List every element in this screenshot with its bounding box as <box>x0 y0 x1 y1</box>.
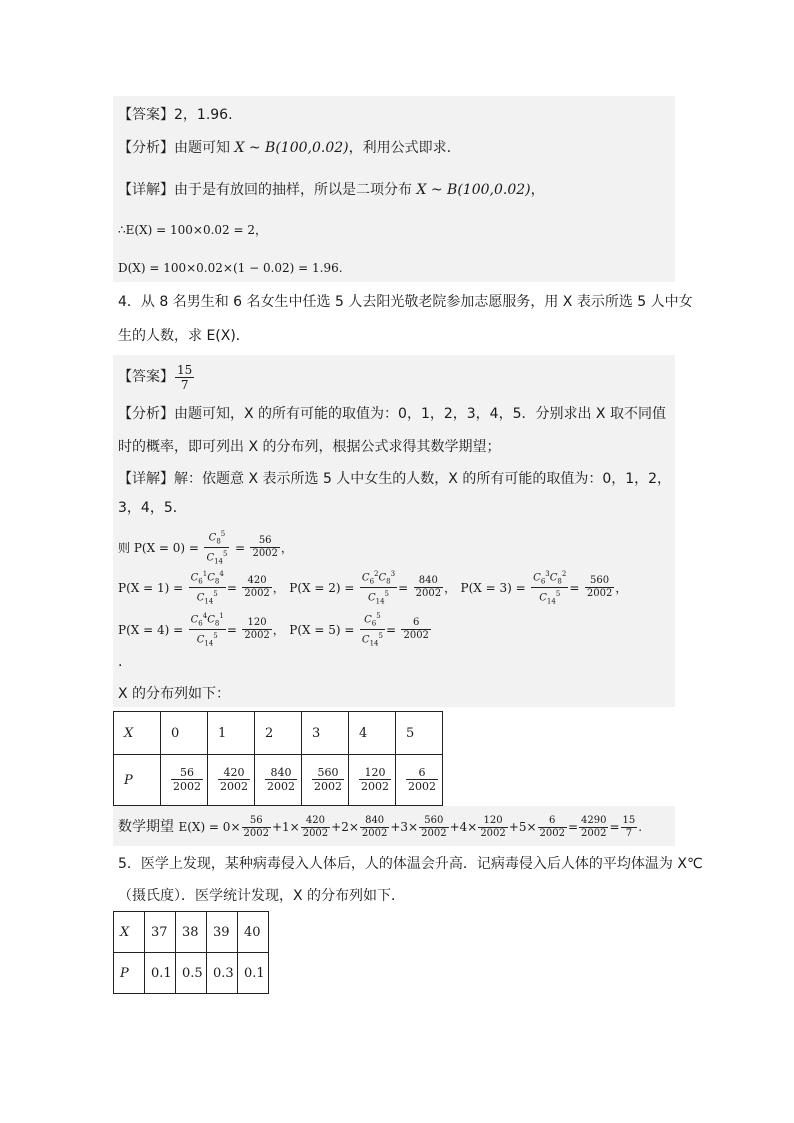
exp-term-0 <box>242 815 271 840</box>
distribution-table-2 <box>113 911 269 994</box>
table-cell: 2 <box>255 712 302 755</box>
table-cell: 0 <box>161 712 208 755</box>
prob-3-den: 2002 <box>586 588 613 600</box>
analysis-tag-2: 【分析】 <box>118 406 174 422</box>
question-5-line-2: （摄氏度）．医学统计发现，X 的分布列如下． <box>118 888 406 904</box>
answer-tag: 【答案】 <box>118 107 174 123</box>
analysis-text: 由题可知 <box>174 140 230 156</box>
table-cell: 40 <box>238 912 269 953</box>
prob-0-fraction <box>250 535 279 560</box>
prob-1-den: 2002 <box>244 588 270 600</box>
detail-text-2a: 解：依题意 X 表示所选 5 人中女生的人数，X 的所有可能的取值为：0，1，2， <box>174 471 672 487</box>
comb-fraction-3: $\frac{C_6^3C_8^2}{C_{14}^5}$ <box>533 570 567 606</box>
prob-4-label: P(X = 4) <box>118 622 170 637</box>
exp-den: 2002 <box>539 827 565 839</box>
prob-5-label: P(X = 5) <box>289 622 341 637</box>
cell-den: 2002 <box>220 780 248 793</box>
answer-line-2 <box>118 362 195 392</box>
answer-text: 2，1.96. <box>174 107 233 123</box>
question-4-line-1: 4．从 8 名男生和 6 名女生中任选 5 人去阳光敬老院参加志愿服务，用 X 表示所选 5 人中女 <box>118 294 693 310</box>
prob-line-1-3: P(X = 1) = $\frac{C_6^1C_8^4}{C_{14}^5}$ = $\frac{420}{2002}$ ， P(X = 2) = $\frac{C_6^2C_8^3}{C_{14}^5}$ = $\frac{840}{2002}$ ， P(X = 3) = $\frac{C_6^3C_8^2}{C_{14}^5}$ = $\frac{560}{2002}$ ， <box>118 570 628 606</box>
prob-4-num: 120 <box>242 617 271 630</box>
distribution-intro: X 的分布列如下： <box>118 686 231 702</box>
exp-den: 2002 <box>480 827 506 839</box>
exp-final <box>621 815 638 840</box>
exp-term-3 <box>419 815 448 840</box>
detail-line-2b: 3，4，5． <box>118 500 187 516</box>
expectation-lhs: E(X) = 0× <box>178 820 241 834</box>
table-row-p <box>114 953 269 994</box>
table-cell <box>396 755 443 806</box>
cell-num: 420 <box>218 766 250 780</box>
cell-den: 2002 <box>267 780 295 793</box>
table-cell: 0.1 <box>145 953 176 994</box>
prob-2-den: 2002 <box>415 588 442 600</box>
cell-num: 560 <box>312 766 344 780</box>
expectation-prefix: 数学期望 <box>118 819 174 835</box>
exp-final-num: 15 <box>622 814 636 826</box>
exp-num: 120 <box>478 815 507 828</box>
exp-num: 6 <box>538 815 567 828</box>
table-cell: 5 <box>396 712 443 755</box>
prob-line-0: 则 P(X = 0) = $\frac{C_8^5}{C_{14}^5}$ = $\frac{56}{2002}$ ， <box>118 530 293 566</box>
table-cell: 37 <box>145 912 176 953</box>
comb-fraction-5: $\frac{C_6^5}{C_{14}^5}$ <box>361 612 383 648</box>
expectation-formula-1: ∴E(X) = 100×0.02 = 2， <box>118 223 267 237</box>
prob-3-num: 560 <box>585 575 614 588</box>
exp-num: 840 <box>360 815 389 828</box>
detail-tag-2: 【详解】 <box>118 471 174 487</box>
exp-sum-den: 2002 <box>581 827 607 839</box>
table-cell <box>208 755 255 806</box>
detail-line-2a <box>118 469 671 489</box>
prob-0-num: 56 <box>250 535 279 548</box>
detail-comma: ， <box>530 182 545 198</box>
cell-num: 840 <box>265 766 297 780</box>
prob-0-den: 2002 <box>252 548 278 560</box>
prob-2-fraction <box>414 575 443 600</box>
exp-sum-num: 4290 <box>581 814 607 826</box>
answer-tag-2: 【答案】 <box>118 369 174 385</box>
detail-text: 由于是有放回的抽样，所以是二项分布 <box>174 182 412 198</box>
exp-den: 2002 <box>421 827 447 839</box>
prob-3-fraction <box>585 575 614 600</box>
comb-fraction-2: $\frac{C_6^2C_8^3}{C_{14}^5}$ <box>361 570 396 606</box>
detail-tag: 【详解】 <box>118 182 174 198</box>
prob-5-num: 6 <box>401 617 430 630</box>
cell-num: 56 <box>171 766 203 780</box>
cell-den: 2002 <box>408 780 436 793</box>
prob-4-fraction <box>242 617 271 642</box>
table-cell: 0.5 <box>176 953 207 994</box>
analysis-line-1 <box>118 138 451 158</box>
exp-num: 560 <box>419 815 448 828</box>
answer-fraction <box>175 363 194 392</box>
table-x-label: X <box>114 712 161 755</box>
cell-den: 2002 <box>361 780 389 793</box>
table-cell <box>255 755 302 806</box>
binomial-formula: X ~ B(100,0.02) <box>234 140 349 156</box>
exp-den: 2002 <box>302 827 329 839</box>
table-cell <box>349 755 396 806</box>
comb-fraction-1: $\frac{C_6^1C_8^4}{C_{14}^5}$ <box>190 570 224 606</box>
table-p-label: P <box>114 953 145 994</box>
expectation-line: 数学期望 E(X) = 0× $\frac{56}{2002}$ +1× $\frac{420}{2002}$ +2× $\frac{840}{2002}$ +3× $\frac{560}{2002}$ +4× $\frac{120}{2002}$ +5× $\frac{6}{2002}$ = $\frac{4290}{2002}$ = $\frac{15}{7}$ . <box>118 814 643 839</box>
exp-term-5 <box>538 815 567 840</box>
prob-2-label: P(X = 2) <box>289 580 341 595</box>
table-cell: 38 <box>176 912 207 953</box>
binomial-formula-detail: X ~ B(100,0.02) <box>416 182 531 198</box>
table-cell <box>302 755 349 806</box>
analysis-line-2a <box>118 404 666 424</box>
table-cell: 3 <box>302 712 349 755</box>
variance-formula-1: D(X) = 100×0.02×(1 − 0.02) = 1.96. <box>118 261 343 275</box>
table-p-label: P <box>114 755 161 806</box>
analysis-text-2a: 由题可知，X 的所有可能的取值为：0，1，2，3，4，5．分别求出 X 取不同值 <box>174 406 666 422</box>
answer-denominator: 7 <box>180 377 189 392</box>
cell-den: 2002 <box>173 780 201 793</box>
table-cell: 0.1 <box>238 953 269 994</box>
table-cell: 39 <box>207 912 238 953</box>
cell-num: 120 <box>359 766 391 780</box>
prob-1-fraction <box>242 575 271 600</box>
prob-1-label: P(X = 1) <box>118 580 170 595</box>
table-row-p <box>114 755 443 806</box>
exp-den: 2002 <box>243 827 269 839</box>
exp-num: 56 <box>242 815 271 828</box>
table-cell: 0.3 <box>207 953 238 994</box>
analysis-text-end: ，利用公式即求. <box>348 140 452 156</box>
prob-line-4-5: P(X = 4) = $\frac{C_6^4C_8^1}{C_{14}^5}$ = $\frac{120}{2002}$ ， P(X = 5) = $\frac{C_6^5}{C_{14}^5}$ = $\frac{6}{2002}$ <box>118 612 429 648</box>
prob-1-num: 420 <box>242 575 271 588</box>
prob-3-label: P(X = 3) <box>460 580 512 595</box>
table-row-x <box>114 712 443 755</box>
question-4-line-2: 生的人数，求 E(X)． <box>118 328 250 344</box>
comb-fraction-4: $\frac{C_6^4C_8^1}{C_{14}^5}$ <box>190 612 224 648</box>
table-cell <box>161 755 208 806</box>
exp-term-4 <box>478 815 507 840</box>
table-cell: 4 <box>349 712 396 755</box>
exp-num: 420 <box>301 815 330 828</box>
analysis-tag: 【分析】 <box>118 140 174 156</box>
prob-2-num: 840 <box>414 575 443 588</box>
table-row-x <box>114 912 269 953</box>
prob-5-den: 2002 <box>403 630 429 642</box>
analysis-line-2b: 时的概率，即可列出 X 的分布列，根据公式求得其数学期望； <box>118 439 501 455</box>
exp-den: 2002 <box>361 827 388 839</box>
prob-5-fraction <box>401 617 430 642</box>
question-5-line-1: 5．医学上发现，某种病毒侵入人体后，人的体温会升高．记病毒侵入后人体的平均体温为 X℃ <box>118 856 703 872</box>
cell-num: 6 <box>406 766 438 780</box>
exp-sum <box>579 815 608 840</box>
exp-term-1 <box>301 815 330 840</box>
distribution-table-1 <box>113 711 443 806</box>
cell-den: 2002 <box>314 780 342 793</box>
answer-line-1 <box>118 105 233 125</box>
answer-numerator: 15 <box>177 362 193 377</box>
prob-4-den: 2002 <box>244 630 270 642</box>
table-cell: 1 <box>208 712 255 755</box>
exp-term-2 <box>360 815 389 840</box>
detail-line-1 <box>118 180 545 200</box>
exp-final-den: 7 <box>625 827 633 839</box>
prob-0-label: 则 P(X = 0) = <box>118 540 199 555</box>
table-x-label: X <box>114 912 145 953</box>
dot-line: . <box>118 654 123 670</box>
comb-fraction-0: $\frac{C_8^5}{C_{14}^5}$ <box>206 530 228 566</box>
